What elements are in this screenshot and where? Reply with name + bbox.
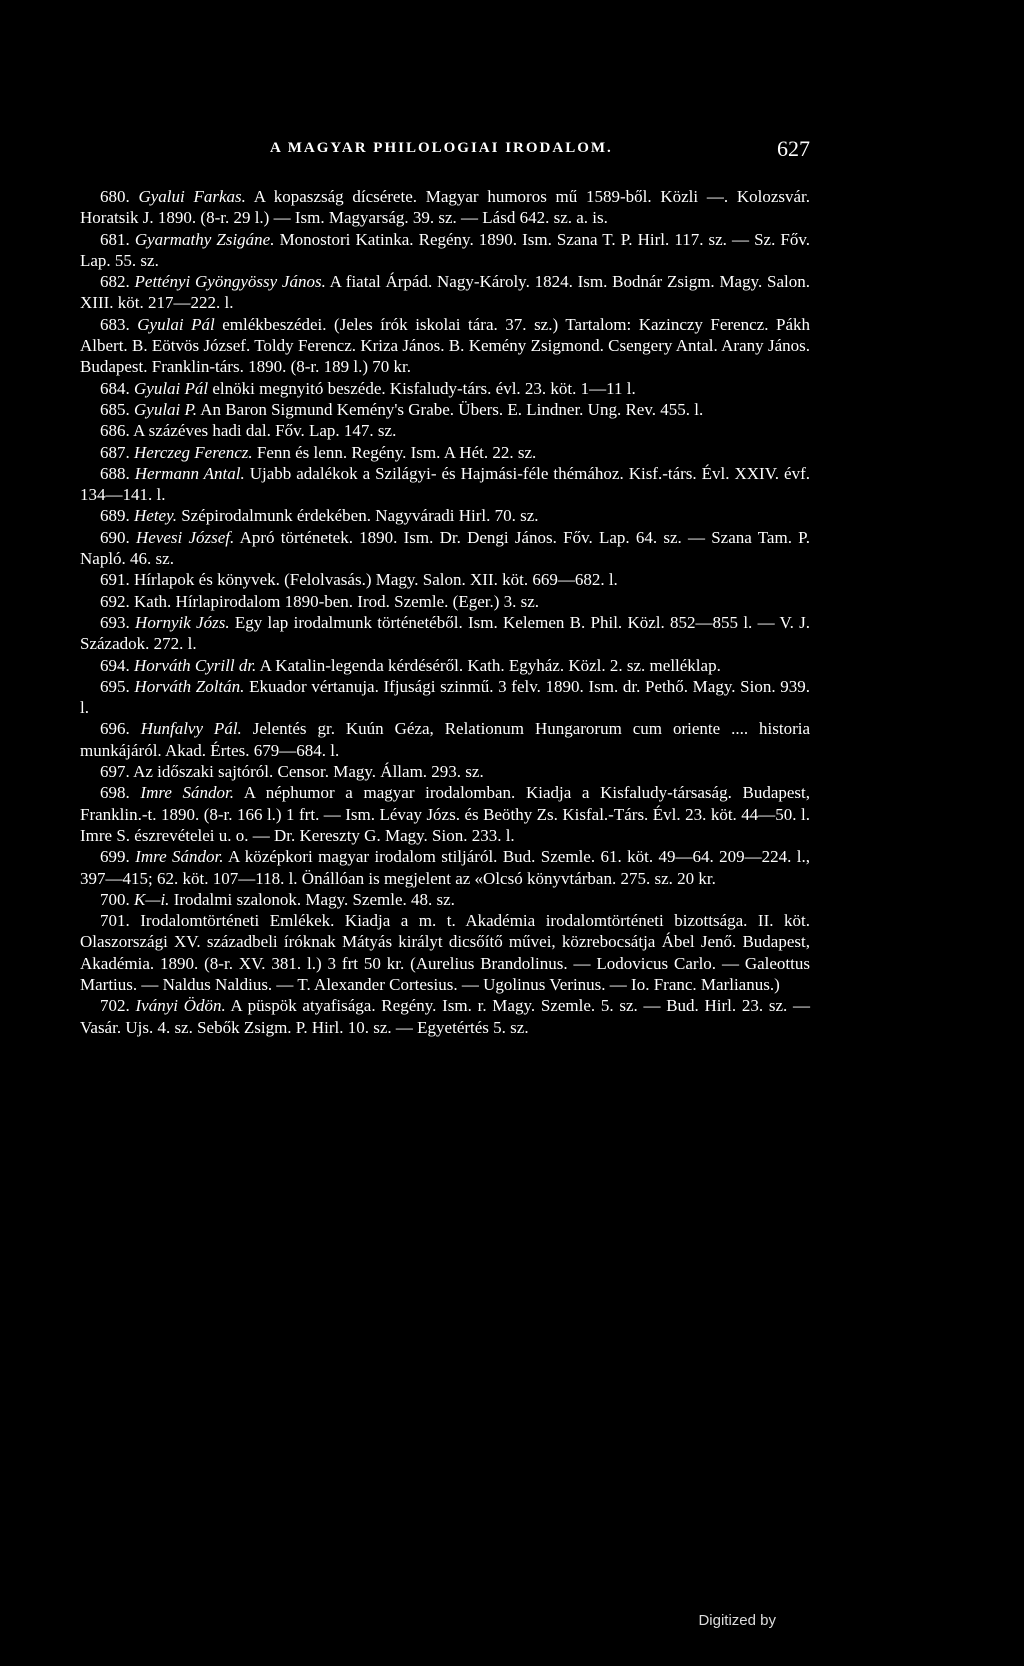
entry-author: Imre Sándor. bbox=[140, 783, 235, 803]
page-number: 627 bbox=[777, 136, 810, 161]
bibliography-entry bbox=[80, 655, 810, 676]
entry-text: A püspök atyafisága. Regény. Ism. r. Magy. Szemle. 5. sz. — Bud. Hirl. 23. sz. — Vasár. Ujs. 4. sz. Sebők Zsigm. P. Hirl. 10. sz. — Egyetértés 5. sz. bbox=[80, 996, 810, 1037]
bibliography-entry bbox=[80, 442, 810, 463]
entry-text: A kopaszság dícsérete. Magyar humoros mű 1589-ből. Közli —. Kolozsvár. Horatsik J. 1890. (8-r. 29 l.) — Ism. Magyarság. 39. sz. — Lásd 642. sz. a. is. bbox=[80, 187, 810, 228]
entry-number: 697. bbox=[100, 762, 130, 782]
bibliography-entry bbox=[80, 527, 810, 570]
entry-text: Az időszaki sajtóról. Censor. Magy. Állam. 293. sz. bbox=[133, 762, 484, 782]
entry-text: A Katalin-legenda kérdéséről. Kath. Egyház. Közl. 2. sz. melléklap. bbox=[259, 655, 721, 675]
entry-number: 694. bbox=[100, 655, 130, 675]
entry-author: Gyulai Pál bbox=[134, 378, 209, 398]
entry-author: Hermann Antal. bbox=[134, 463, 245, 483]
entry-number: 684. bbox=[100, 378, 130, 398]
entry-text: Monostori Katinka. Regény. 1890. Ism. Szana T. P. Hirl. 117. sz. — Sz. Főv. Lap. 55. sz. bbox=[80, 229, 810, 270]
bibliography-entry bbox=[80, 782, 810, 846]
entry-text: A középkori magyar irodalom stiljáról. Bud. Szemle. 61. köt. 49—64. 209—224. l., 397—415; 62. köt. 107—118. l. Önállóan is megjelent az «Olcsó könyvtárban. 275. sz. 20 kr. bbox=[80, 847, 811, 888]
bibliography-list bbox=[80, 186, 810, 1038]
entry-text: Ekuador vértanuja. Ifjusági szinmű. 3 felv. 1890. Ism. dr. Pethő. Magy. Sion. 939. l. bbox=[80, 676, 810, 718]
entry-number: 698. bbox=[100, 783, 130, 803]
entry-number: 696. bbox=[100, 719, 130, 739]
entry-text: Jelentés gr. Kuún Géza, Relationum Hungarorum cum oriente .... historia munkájáról. Akad. Értes. 679—684. l. bbox=[80, 719, 811, 760]
entry-author: Hevesi József. bbox=[135, 527, 235, 547]
entry-text: Irodalmi szalonok. Magy. Szemle. 48. sz. bbox=[173, 889, 455, 909]
entry-text: Apró történetek. 1890. Ism. Dr. Dengi János. Főv. Lap. 64. sz. — Szana Tam. P. Napló. 46. sz. bbox=[80, 527, 810, 569]
bibliography-entry bbox=[80, 271, 810, 314]
entry-author: Pettényi Gyöngyössy János. bbox=[134, 272, 326, 292]
entry-text: Egy lap irodalmunk történetéből. Ism. Kelemen B. Phil. Közl. 852—855 l. — V. J. Századok. 272. l. bbox=[80, 612, 811, 654]
entry-text: elnöki megnyitó beszéde. Kisfaludy-társ. évl. 23. köt. 1—11 l. bbox=[212, 378, 636, 398]
entry-text: Kath. Hírlapirodalom 1890-ben. Irod. Szemle. (Eger.) 3. sz. bbox=[134, 591, 540, 611]
bibliography-entry bbox=[80, 569, 810, 590]
entry-author: Hornyik Józs. bbox=[135, 612, 230, 632]
entry-text: Irodalomtörténeti Emlékek. Kiadja a m. t. Akadémia irodalomtörténeti bizottsága. II. köt. Olaszországi XV. századbeli íróknak Mátyás királyt dicsőítő művei, közrebocsátja Ábel Jenő. Budapest, Akadémia. 1890. (8-r. XV. 381. l.) 3 frt 50 kr. (Aurelius Brandolinus. — Lodovicus Carlo. — Galeottus Martius. — Naldus Naldius. — T. Alexander Cortesius. — Ugolinus Verinus. — Io. Franc. Marlianus.) bbox=[80, 911, 810, 994]
bibliography-entry bbox=[80, 591, 810, 612]
bibliography-entry bbox=[80, 676, 810, 719]
entry-number: 681. bbox=[100, 229, 130, 249]
entry-author: Herczeg Ferencz. bbox=[134, 442, 253, 462]
entry-text: Szépirodalmunk érdekében. Nagyváradi Hirl. 70. sz. bbox=[181, 506, 539, 526]
entry-number: 692. bbox=[100, 591, 130, 611]
bibliography-entry bbox=[80, 399, 810, 420]
running-title: A MAGYAR PHILOLOGIAI IRODALOM. bbox=[270, 140, 613, 156]
bibliography-entry bbox=[80, 889, 810, 910]
bibliography-entry bbox=[80, 420, 810, 441]
entry-text: Hírlapok és könyvek. (Felolvasás.) Magy. Salon. XII. köt. 669—682. l. bbox=[134, 570, 618, 590]
entry-author: Iványi Ödön. bbox=[135, 996, 226, 1016]
bibliography-entry bbox=[80, 505, 810, 526]
bibliography-entry bbox=[80, 186, 810, 229]
bibliography-entry bbox=[80, 229, 810, 272]
entry-number: 682. bbox=[100, 272, 130, 292]
entry-author: Horváth Zoltán. bbox=[134, 676, 245, 696]
entry-number: 687. bbox=[100, 442, 130, 462]
entry-author: Gyulai P. bbox=[134, 399, 197, 419]
entry-author: Gyalui Farkas. bbox=[138, 187, 246, 206]
bibliography-entry bbox=[80, 995, 810, 1038]
entry-text: A néphumor a magyar irodalomban. Kiadja a Kisfaludy-társaság. Budapest, Franklin.-t. 1890. (8-r. 166 l.) 1 frt. — Ism. Lévay Józs. és Beöthy Zs. Kisfal.-Társ. Évl. 23. köt. 44—50. l. Imre S. észrevételei u. o. — Dr. Kereszty G. Magy. Sion. 233. l. bbox=[80, 783, 811, 845]
entry-number: 685. bbox=[100, 399, 130, 419]
entry-number: 695. bbox=[100, 676, 130, 696]
entry-text: A fiatal Árpád. Nagy-Károly. 1824. Ism. Bodnár Zsigm. Magy. Salon. XIII. köt. 217—222. l. bbox=[80, 272, 811, 313]
bibliography-entry bbox=[80, 314, 810, 378]
entry-author: K—i. bbox=[134, 889, 170, 909]
bibliography-entry bbox=[80, 846, 810, 889]
bibliography-entry bbox=[80, 910, 810, 995]
entry-author: Horváth Cyrill dr. bbox=[134, 655, 257, 675]
entry-number: 689. bbox=[100, 506, 130, 526]
entry-author: Hunfalvy Pál. bbox=[140, 719, 242, 739]
entry-number: 683. bbox=[100, 314, 130, 334]
entry-number: 699. bbox=[100, 847, 130, 867]
entry-author: Gyulai Pál bbox=[137, 314, 215, 334]
entry-text: emlékbeszédei. (Jeles írók iskolai tára. 37. sz.) Tartalom: Kazinczy Ferencz. Pákh Albert. B. Eötvös József. Toldy Ferencz. Kriza János. B. Kemény Zsigmond. Csengery Antal. Arany János. Budapest. Franklin-társ. 1890. (8-r. 189 l.) 70 kr. bbox=[80, 314, 810, 377]
entry-number: 702. bbox=[100, 996, 130, 1016]
bibliography-entry bbox=[80, 612, 810, 655]
entry-number: 690. bbox=[100, 527, 130, 547]
entry-author: Imre Sándor. bbox=[135, 847, 224, 867]
entry-number: 686. bbox=[100, 421, 130, 441]
entry-number: 688. bbox=[100, 463, 130, 483]
bibliography-entry bbox=[80, 718, 810, 761]
entry-text: An Baron Sigmund Kemény's Grabe. Übers. E. Lindner. Ung. Rev. 455. l. bbox=[200, 399, 704, 419]
entry-author: Hetey. bbox=[134, 506, 177, 526]
bibliography-entry bbox=[80, 378, 810, 399]
entry-number: 691. bbox=[100, 570, 130, 590]
entry-number: 700. bbox=[100, 889, 130, 909]
entry-number: 701. bbox=[100, 911, 130, 931]
entry-text: A százéves hadi dal. Főv. Lap. 147. sz. bbox=[133, 421, 397, 441]
entry-number: 680. bbox=[100, 187, 130, 206]
entry-text: Fenn és lenn. Regény. Ism. A Hét. 22. sz. bbox=[256, 442, 537, 462]
entry-text: Ujabb adalékok a Szilágyi- és Hajmási-féle thémához. Kisf.-társ. Évl. XXIV. évf. 134—141. l. bbox=[80, 463, 810, 505]
bibliography-entry bbox=[80, 761, 810, 782]
bibliography-entry bbox=[80, 463, 810, 506]
entry-number: 693. bbox=[100, 612, 130, 632]
digitized-watermark: Digitized by bbox=[698, 1612, 776, 1629]
page-header bbox=[80, 136, 810, 172]
entry-author: Gyarmathy Zsigáne. bbox=[134, 229, 275, 249]
